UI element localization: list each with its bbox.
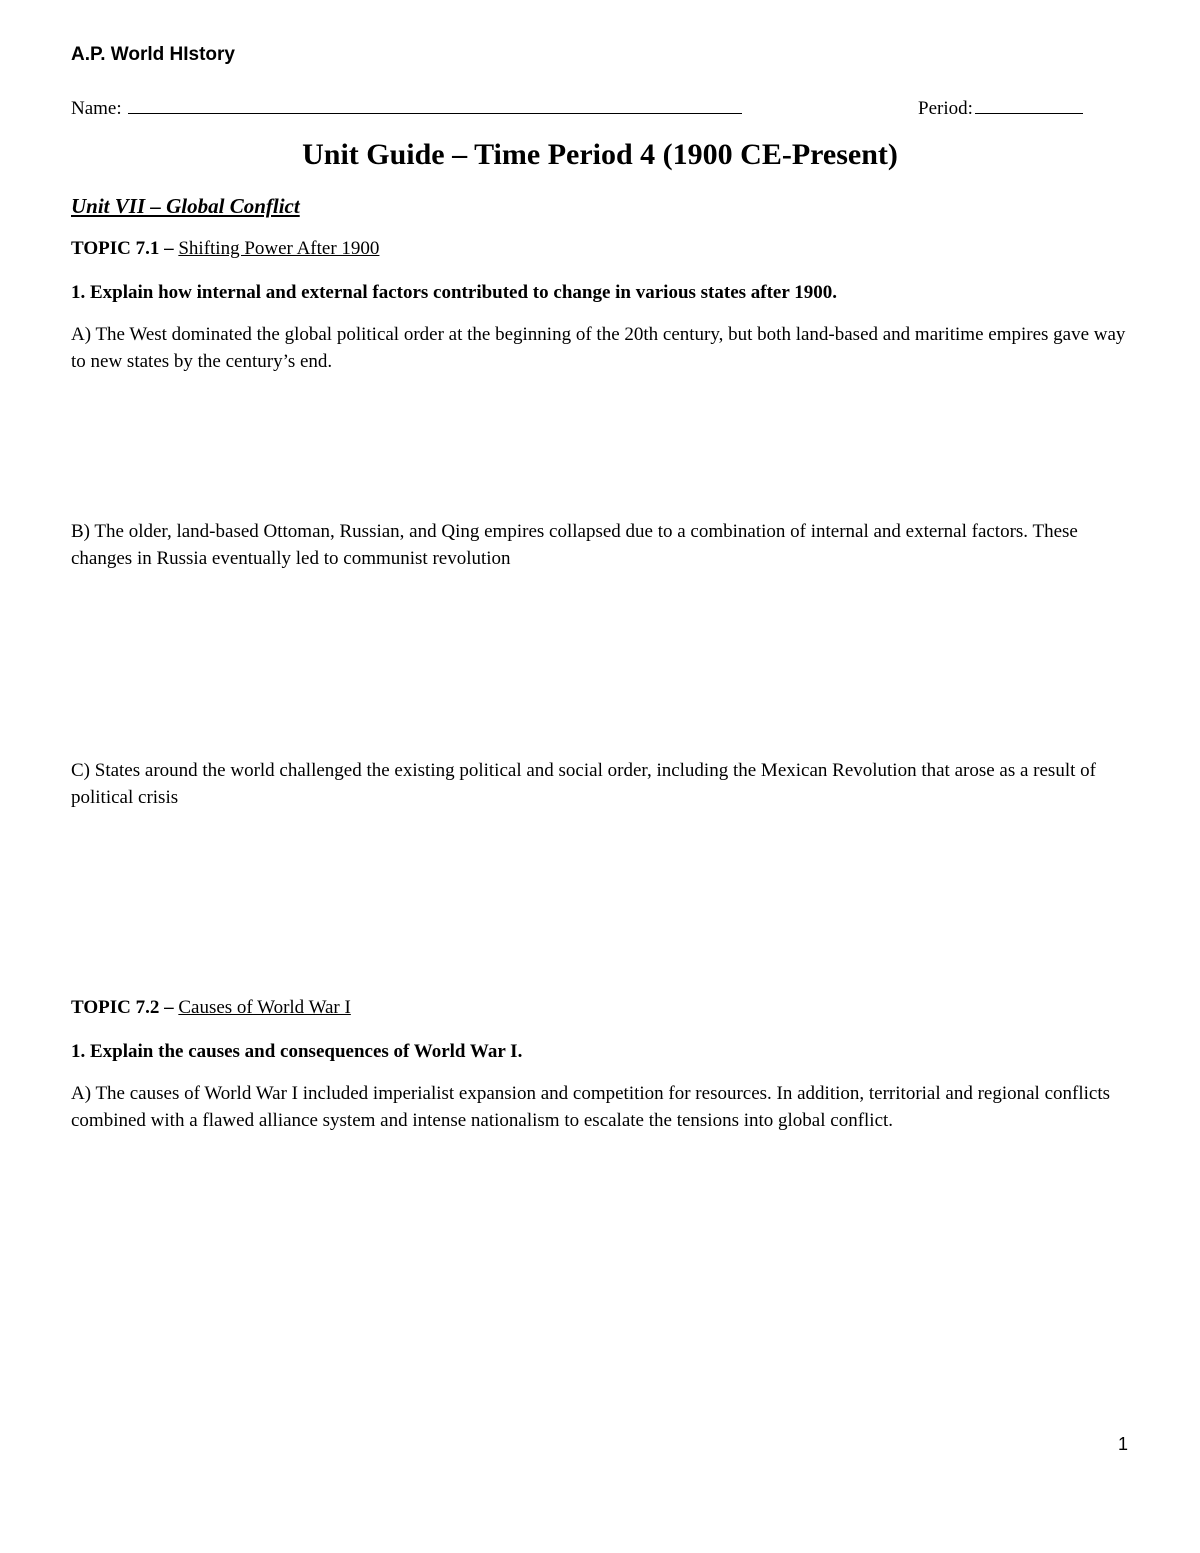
topic-question: 1. Explain the causes and consequences of World War I. xyxy=(71,1041,523,1062)
topic-title: Shifting Power After 1900 xyxy=(178,238,380,259)
topic-question: 1. Explain how internal and external factors contributed to change in various states after 1900. xyxy=(71,282,837,303)
topic-heading xyxy=(71,238,379,260)
period-label: Period: xyxy=(918,98,973,119)
topic-title: Causes of World War I xyxy=(178,997,351,1018)
topic-number: TOPIC 7.2 – xyxy=(71,997,174,1018)
key-concept-point: A) The causes of World War I included imperialist expansion and competition for resources. In addition, territorial and regional conflicts combined with a flawed alliance system and intense nationalism to escalate the tensions into global conflict. xyxy=(71,1083,1110,1131)
key-concept-point: A) The West dominated the global political order at the beginning of the 20th century, but both land-based and maritime empires gave way to new states by the century’s end. xyxy=(71,324,1126,372)
page-number: 1 xyxy=(1118,1434,1129,1454)
course-name: A.P. World HIstory xyxy=(71,44,235,65)
name-blank-line[interactable] xyxy=(128,97,742,114)
key-concept-point: B) The older, land-based Ottoman, Russian, and Qing empires collapsed due to a combination of internal and external factors. These changes in Russia eventually led to communist revolution xyxy=(71,521,1078,569)
topic-number: TOPIC 7.1 – xyxy=(71,238,174,259)
name-field[interactable] xyxy=(71,97,742,120)
period-field[interactable] xyxy=(918,97,1083,120)
topic-heading xyxy=(71,997,351,1019)
key-concept-point: C) States around the world challenged the existing political and social order, including the Mexican Revolution that arose as a result of political crisis xyxy=(71,760,1096,808)
unit-heading: Unit VII – Global Conflict xyxy=(71,194,300,218)
page-title: Unit Guide – Time Period 4 (1900 CE-Present) xyxy=(302,138,898,171)
name-label: Name: xyxy=(71,98,122,119)
period-blank-line[interactable] xyxy=(975,97,1083,114)
